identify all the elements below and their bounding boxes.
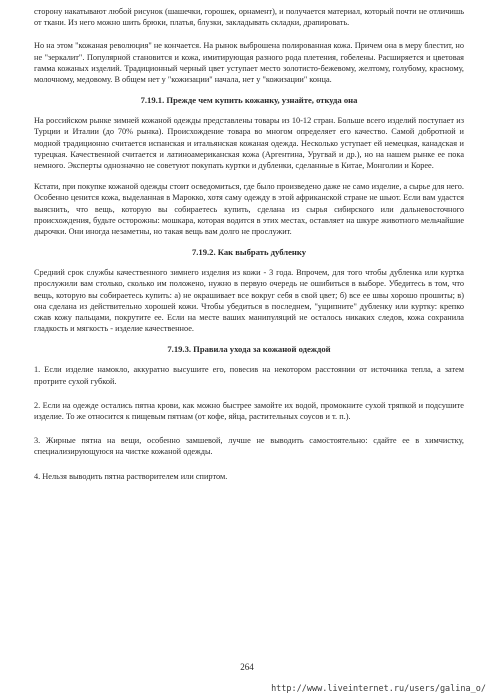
- section-heading-care-rules: 7.19.3. Правила ухода за кожаной одеждой: [167, 344, 331, 355]
- paragraph-raw-material: Кстати, при покупке кожаной одежды стоит осведомиться, где было произведено даже не само изделие, а сырье для него. Особенно ценится кожа, выделанная в Марокко, хотя саму одежду в этой африканской стране не шьют. Если вам удастся выяснить, что вещь, которую вы собираетесь купить, сделана из сырья сибирского или дальневосточного происхождения, будьте осторожны: мошкара, которая водится в этих местах, оставляет на шкуре животного мельчайшие дырочки. Они иногда незаметны, но такая вещь вам долго не прослужит.: [34, 182, 464, 237]
- paragraph-service-life: Средний срок службы качественного зимнего изделия из кожи - 3 года. Впрочем, для того чтобы дубленка или куртка прослужили вам столько, сколько им положено, нужно в первую очередь не ошибиться в выборе. Убедитесь в том, что вещь, которую вы собираетесь купить: а) не окрашивает все вокруг себя в свой цвет; б) все ее швы хорошо прошиты; в) она сделана из действительно хорошей кожи. Чтобы убедиться в последнем, "ущипните" дубленку или куртку: крепко сжав кожу пальцами, покрутите ее. Если на месте ваших манипуляций не осталось никаких следов, кожа сохранила гладкость и мягкость - изделие качественное.: [34, 268, 464, 334]
- care-rule-4: 4. Нельзя выводить пятна растворителем или спиртом.: [34, 471, 228, 481]
- care-rule-1: 1. Если изделие намокло, аккуратно высушите его, повесив на некотором расстоянии от источника тепла, а затем протрите сухой губкой.: [34, 365, 464, 386]
- paragraph-intro: сторону накатывают любой рисунок (шашечки, горошек, орнамент), и получается материал, который почти не отличишь от ткани. Из него можно шить брюки, платья, блузки, закладывать складки, драпировать.: [34, 7, 464, 28]
- section-heading-origin: 7.19.1. Прежде чем купить кожанку, узнайте, откуда она: [140, 95, 358, 106]
- care-rule-3: 3. Жирные пятна на вещи, особенно замшевой, лучше не выводить самостоятельно: сдайте ее в химчистку, специализирующуюся на чистке кожаной одежды.: [34, 436, 464, 457]
- paragraph-leather-revolution: Но на этом "кожаная революция" не кончается. На рынок выброшена полированная кожа. Причем она в меру блестит, но не "зеркалит". Популярной становится и кожа, имитирующая разного рода плетения, гобелены. Расширяется и цветовая гамма кожаных изделий. Традиционный черный цвет уступает место золотисто-бежевому, желтому, голубому, красному, молочному, медовому. В общем нет у "кожизации" начала, нет у "кожизации" конца.: [34, 41, 464, 85]
- watermark-url: http://www.liveinternet.ru/users/galina_o/: [271, 684, 486, 694]
- paragraph-russian-market: На российском рынке зимней кожаной одежды представлены товары из 10-12 стран. Больше всего изделий поступает из Турции и Италии (до 70% рынка). Происхождение товара во многом определяет его качество. Самой добротной и модной традиционно считается испанская и итальянская кожаная одежда. Несколько уступает ей немецкая, канадская и турецкая. Качественной считается и латиноамериканская кожа (Аргентина, Уругвай и др.), но на нашем рынке ее пока немного. Эксперты однозначно не советуют покупать куртки и дубленки, сделанные в Китае, Монголии и Корее.: [34, 116, 464, 171]
- page-number: 264: [240, 662, 254, 672]
- care-rule-2: 2. Если на одежде остались пятна крови, как можно быстрее замойте их водой, промокните сухой тряпкой и подсушите изделие. То же относится к пищевым пятнам (от кофе, яйца, растительных соусов и т. п.).: [34, 400, 464, 422]
- section-heading-choose-sheepskin: 7.19.2. Как выбрать дубленку: [191, 247, 307, 258]
